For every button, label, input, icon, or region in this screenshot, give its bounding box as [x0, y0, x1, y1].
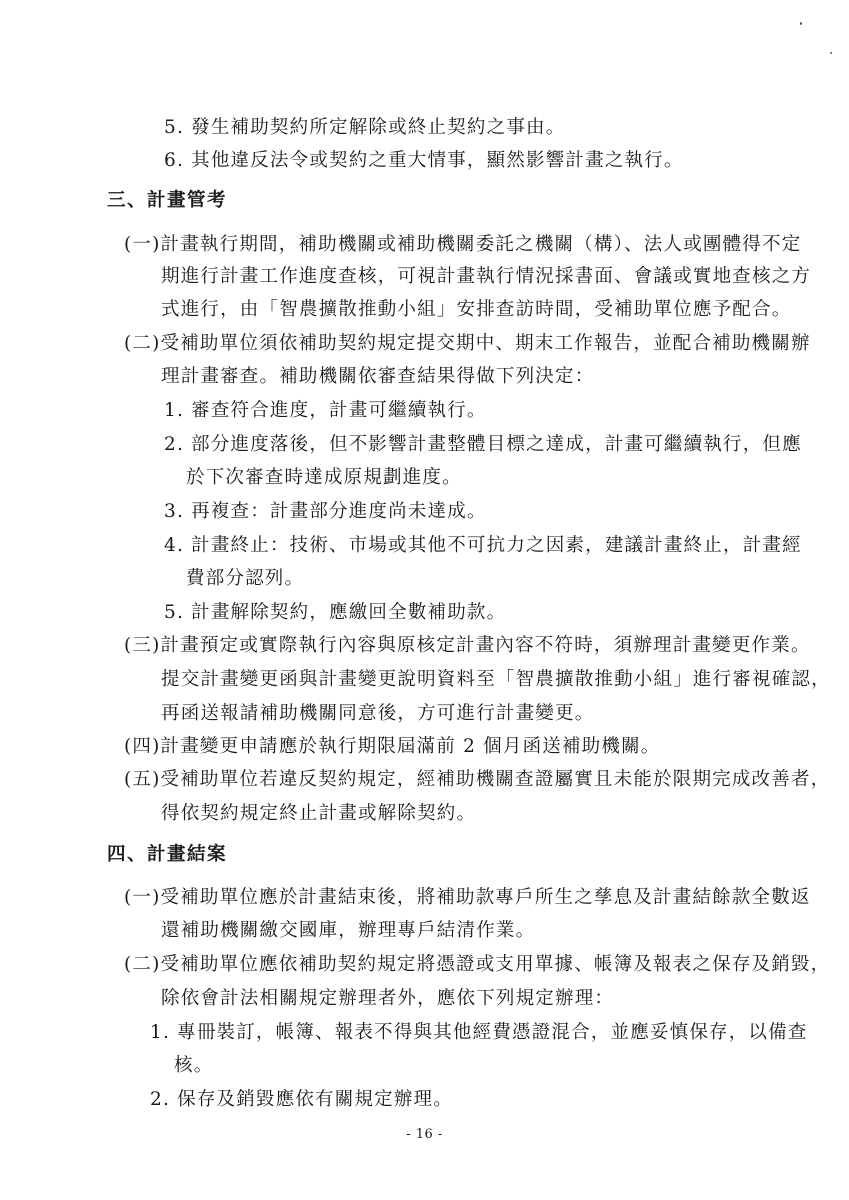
paragraph-4-2-line-1: (二)受補助單位應依補助契約規定將憑證或支用單據、帳簿及報表之保存及銷毀，: [124, 954, 831, 975]
sub-item-5: 5. 發生補助契約所定解除或終止契約之事由。: [164, 117, 566, 138]
list-item-4-line-2: 費部分認列。: [186, 568, 305, 589]
paragraph-3-3-line-3: 再函送報請補助機關同意後，方可進行計畫變更。: [161, 703, 595, 724]
list-item-4-2-1-line-2: 核。: [174, 1055, 214, 1076]
list-item-4-2-1-line-1: 1. 專冊裝訂，帳簿、報表不得與其他經費憑證混合，並應妥慎保存，以備查: [150, 1022, 808, 1043]
paragraph-3-5-line-1: (五)受補助單位若違反契約規定，經補助機關查證屬實且未能於限期完成改善者，: [124, 769, 831, 790]
list-item-3: 3. 再複查：計畫部分進度尚未達成。: [164, 501, 487, 522]
list-item-5: 5. 計畫解除契約，應繳回全數補助款。: [164, 602, 507, 623]
scan-speck: [830, 52, 832, 54]
paragraph-3-1-line-2: 期進行計畫工作進度查核，可視計畫執行情況採書面、會議或實地查核之方: [161, 266, 812, 287]
paragraph-4-1-line-1: (一)受補助單位應於計畫結束後，將補助款專戶所生之孳息及計畫結餘款全數返: [124, 887, 811, 908]
paragraph-3-4: (四)計畫變更申請應於執行期限屆滿前 2 個月函送補助機關。: [124, 736, 661, 757]
list-item-2-line-1: 2. 部分進度落後，但不影響計畫整體目標之達成，計畫可繼續執行，但應: [164, 434, 802, 455]
section-heading-3: 三、計畫管考: [107, 190, 228, 211]
list-item-2-line-2: 於下次審查時達成原規劃進度。: [186, 467, 462, 488]
scan-speck: [800, 22, 802, 25]
paragraph-3-1-line-3: 式進行，由「智農擴散推動小組」安排查訪時間，受補助單位應予配合。: [161, 299, 792, 320]
paragraph-3-2-line-2: 理計畫審查。補助機關依審查結果得做下列決定：: [161, 366, 595, 387]
paragraph-3-1-line-1: (一)計畫執行期間，補助機關或補助機關委託之機關（構）、法人或團體得不定: [124, 234, 802, 255]
paragraph-3-2-line-1: (二)受補助單位須依補助契約規定提交期中、期末工作報告，並配合補助機關辦: [124, 333, 811, 354]
paragraph-4-1-line-2: 還補助機關繳交國庫，辦理專戶結清作業。: [161, 920, 536, 941]
page-number: - 16 -: [406, 1127, 443, 1142]
section-heading-4: 四、計畫結案: [107, 844, 228, 865]
list-item-4-line-1: 4. 計畫終止：技術、市場或其他不可抗力之因素，建議計畫終止，計畫經: [164, 535, 802, 556]
paragraph-3-3-line-1: (三)計畫預定或實際執行內容與原核定計畫內容不符時，須辦理計畫變更作業。: [124, 635, 811, 656]
list-item-4-2-2: 2. 保存及銷毀應依有關規定辦理。: [150, 1089, 453, 1110]
list-item-1: 1. 審查符合進度，計畫可繼續執行。: [164, 400, 487, 421]
paragraph-4-2-line-2: 除依會計法相關規定辦理者外，應依下列規定辦理：: [161, 988, 615, 1009]
paragraph-3-3-line-2: 提交計畫變更函與計畫變更說明資料至「智農擴散推動小組」進行審視確認，: [161, 669, 831, 690]
paragraph-3-5-line-2: 得依契約規定終止計畫或解除契約。: [161, 803, 477, 824]
sub-item-6: 6. 其他違反法令或契約之重大情事，顯然影響計畫之執行。: [164, 150, 684, 171]
